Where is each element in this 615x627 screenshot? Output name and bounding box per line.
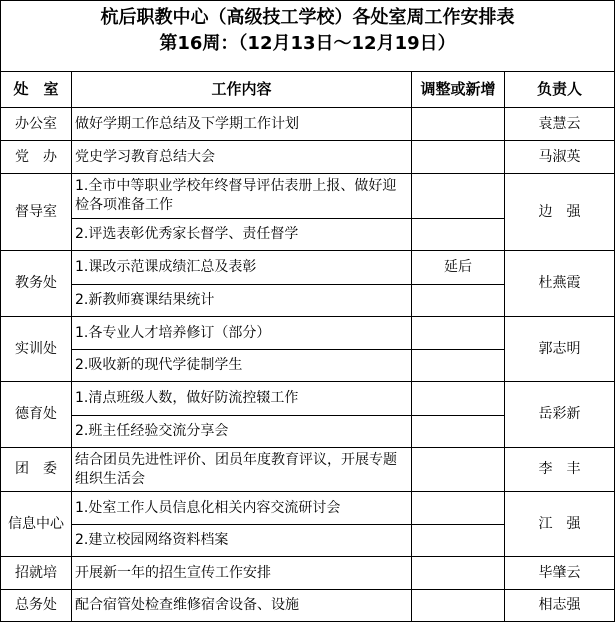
dept-cell: 督导室 <box>1 174 72 251</box>
adjust-cell <box>412 590 505 622</box>
content-cell: 结合团员先进性评价、团员年度教育评议，开展专题组织生活会 <box>72 448 412 492</box>
owner-cell: 相志强 <box>505 590 615 622</box>
dept-cell: 团 委 <box>1 448 72 492</box>
adjust-cell <box>412 285 505 317</box>
table-row <box>1 557 615 590</box>
dept-cell: 实训处 <box>1 317 72 382</box>
content-cell: 党史学习教育总结大会 <box>72 141 412 174</box>
content-cell: 2.评选表彰优秀家长督学、责任督学 <box>72 219 412 251</box>
adjust-cell <box>412 557 505 590</box>
header-dept: 处 室 <box>1 72 72 108</box>
adjust-cell: 延后 <box>412 251 505 285</box>
title-line-1: 杭后职教中心（高级技工学校）各处室周工作安排表 <box>100 7 515 28</box>
owner-cell: 岳彩新 <box>505 382 615 448</box>
dept-cell: 信息中心 <box>1 492 72 557</box>
content-cell: 配合宿管处检查维修宿舍设备、设施 <box>72 590 412 622</box>
table-row <box>1 317 615 350</box>
owner-cell: 马淑英 <box>505 141 615 174</box>
adjust-cell <box>412 350 505 382</box>
adjust-cell <box>412 492 505 525</box>
table-row <box>1 590 615 622</box>
header-owner: 负责人 <box>505 72 615 108</box>
header-content: 工作内容 <box>72 72 412 108</box>
content-cell: 1.处室工作人员信息化相关内容交流研讨会 <box>72 492 412 525</box>
dept-cell: 办公室 <box>1 108 72 141</box>
adjust-cell <box>412 108 505 141</box>
owner-cell: 袁慧云 <box>505 108 615 141</box>
owner-cell: 边 强 <box>505 174 615 251</box>
title-line-2: 第16周：（12月13日～12月19日） <box>159 33 456 54</box>
dept-cell: 党 办 <box>1 141 72 174</box>
adjust-cell <box>412 382 505 416</box>
table-row <box>1 174 615 219</box>
table-row <box>1 492 615 525</box>
content-cell: 1.清点班级人数，做好防流控辍工作 <box>72 382 412 416</box>
dept-cell: 教务处 <box>1 251 72 317</box>
content-cell: 开展新一年的招生宣传工作安排 <box>72 557 412 590</box>
content-cell: 2.建立校园网络资料档案 <box>72 525 412 557</box>
header-row <box>1 72 615 108</box>
table-row <box>1 141 615 174</box>
header-adjust: 调整或新增 <box>412 72 505 108</box>
dept-cell: 德育处 <box>1 382 72 448</box>
owner-cell: 杜燕霞 <box>505 251 615 317</box>
adjust-cell <box>412 174 505 219</box>
content-cell: 做好学期工作总结及下学期工作计划 <box>72 108 412 141</box>
owner-cell: 毕肇云 <box>505 557 615 590</box>
table-row <box>1 108 615 141</box>
page-title <box>1 1 615 72</box>
content-cell: 1.全市中等职业学校年终督导评估表册上报、做好迎检各项准备工作 <box>72 174 412 219</box>
dept-cell: 招就培 <box>1 557 72 590</box>
table-row <box>1 251 615 285</box>
content-cell: 2.吸收新的现代学徒制学生 <box>72 350 412 382</box>
table-row <box>1 448 615 492</box>
table-row <box>1 382 615 416</box>
owner-cell: 郭志明 <box>505 317 615 382</box>
adjust-cell <box>412 448 505 492</box>
content-cell: 2.班主任经验交流分享会 <box>72 416 412 448</box>
adjust-cell <box>412 317 505 350</box>
owner-cell: 江 强 <box>505 492 615 557</box>
adjust-cell <box>412 141 505 174</box>
owner-cell: 李 丰 <box>505 448 615 492</box>
content-cell: 1.各专业人才培养修订（部分） <box>72 317 412 350</box>
dept-cell: 总务处 <box>1 590 72 622</box>
adjust-cell <box>412 219 505 251</box>
adjust-cell <box>412 525 505 557</box>
content-cell: 2.新教师赛课结果统计 <box>72 285 412 317</box>
title-row <box>1 1 615 72</box>
adjust-cell <box>412 416 505 448</box>
content-cell: 1.课改示范课成绩汇总及表彰 <box>72 251 412 285</box>
